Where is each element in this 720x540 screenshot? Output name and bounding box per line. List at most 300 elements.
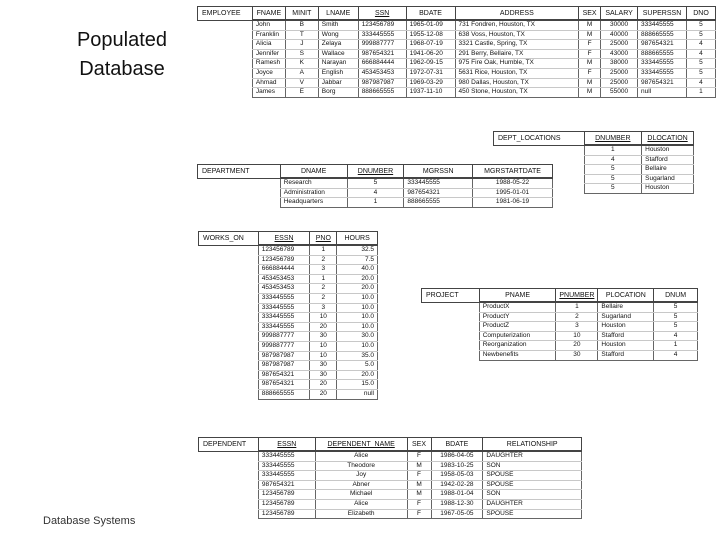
slide-title-line1: Populated xyxy=(76,29,168,51)
row-spacer xyxy=(199,451,259,461)
row-spacer xyxy=(199,361,259,371)
cell-pno: 3 xyxy=(310,303,337,313)
employee-relation-name: EMPLOYEE xyxy=(198,7,253,21)
cell-address: 638 Voss, Houston, TX xyxy=(455,30,579,40)
cell-bdate: 1969-03-29 xyxy=(406,78,455,88)
dependent-table xyxy=(198,437,582,519)
cell-mgrstartdate: 1988-05-22 xyxy=(473,178,553,188)
cell-relationship: DAUGHTER xyxy=(483,499,582,509)
cell-superssn: 987654321 xyxy=(638,78,687,88)
cell-essn: 987654321 xyxy=(258,370,310,380)
cell-pno: 20 xyxy=(310,389,337,399)
cell-hours: 10.0 xyxy=(337,293,378,303)
row-spacer xyxy=(198,20,253,30)
cell-dno: 1 xyxy=(686,88,715,98)
row-spacer xyxy=(198,68,253,78)
cell-pno: 30 xyxy=(310,332,337,342)
table-row xyxy=(199,245,378,255)
table-row xyxy=(198,59,716,69)
cell-minit: T xyxy=(285,30,318,40)
cell-salary: 25000 xyxy=(601,40,638,50)
column-header-plocation: PLOCATION xyxy=(598,289,654,303)
cell-sex: F xyxy=(407,451,431,461)
column-header-address: ADDRESS xyxy=(455,7,579,21)
cell-pno: 10 xyxy=(310,351,337,361)
cell-dnumber: 4 xyxy=(347,188,404,198)
cell-dno: 5 xyxy=(686,20,715,30)
cell-sex: M xyxy=(407,490,431,500)
cell-pnumber: 30 xyxy=(556,350,598,360)
table-row xyxy=(199,293,378,303)
column-header-mgrssn: MGRSSN xyxy=(404,165,473,179)
cell-bdate: 1972-07-31 xyxy=(406,68,455,78)
cell-lname: English xyxy=(318,68,358,78)
cell-plocation: Stafford xyxy=(598,350,654,360)
column-header-relationship: RELATIONSHIP xyxy=(483,438,582,452)
cell-essn: 123456789 xyxy=(258,509,315,519)
cell-fname: Jennifer xyxy=(252,49,285,59)
cell-pno: 1 xyxy=(310,274,337,284)
cell-dnumber: 1 xyxy=(584,145,642,155)
cell-mgrssn: 888665555 xyxy=(404,198,473,208)
cell-relationship: SPOUSE xyxy=(483,480,582,490)
cell-sex: M xyxy=(579,20,601,30)
row-spacer xyxy=(198,198,281,208)
cell-bdate: 1937-11-10 xyxy=(406,88,455,98)
cell-salary: 55000 xyxy=(601,88,638,98)
column-header-dnum: DNUM xyxy=(654,289,698,303)
column-header-essn: ESSN xyxy=(258,438,315,452)
row-spacer xyxy=(198,88,253,98)
cell-address: 291 Berry, Bellaire, TX xyxy=(455,49,579,59)
cell-relationship: SON xyxy=(483,490,582,500)
row-spacer xyxy=(198,188,281,198)
cell-salary: 25000 xyxy=(601,78,638,88)
cell-essn: 453453453 xyxy=(258,284,310,294)
dept-locations-relation-name: DEPT_LOCATIONS xyxy=(494,132,585,146)
cell-superssn: 333445555 xyxy=(638,20,687,30)
cell-dno: 5 xyxy=(686,30,715,40)
cell-pno: 10 xyxy=(310,313,337,323)
cell-fname: Ramesh xyxy=(252,59,285,69)
cell-ssn: 453453453 xyxy=(358,68,406,78)
cell-address: 980 Dallas, Houston, TX xyxy=(455,78,579,88)
cell-lname: Smith xyxy=(318,20,358,30)
cell-pno: 3 xyxy=(310,265,337,275)
cell-ssn: 123456789 xyxy=(358,20,406,30)
row-spacer xyxy=(198,78,253,88)
cell-pnumber: 20 xyxy=(556,341,598,351)
row-spacer xyxy=(198,49,253,59)
column-header-salary: SALARY xyxy=(601,7,638,21)
cell-minit: A xyxy=(285,68,318,78)
cell-hours: 15.0 xyxy=(337,380,378,390)
row-spacer xyxy=(199,265,259,275)
cell-hours: 10.0 xyxy=(337,341,378,351)
cell-essn: 333445555 xyxy=(258,471,315,481)
cell-hours: 20.0 xyxy=(337,370,378,380)
cell-minit: S xyxy=(285,49,318,59)
cell-fname: Ahmad xyxy=(252,78,285,88)
cell-ssn: 999887777 xyxy=(358,40,406,50)
cell-superssn: 888665555 xyxy=(638,30,687,40)
cell-dno: 5 xyxy=(686,68,715,78)
cell-dnum: 5 xyxy=(654,302,698,312)
cell-essn: 888665555 xyxy=(258,389,310,399)
dependent-relation-name: DEPENDENT xyxy=(199,438,259,452)
cell-hours: 7.5 xyxy=(337,255,378,265)
cell-ssn: 987987987 xyxy=(358,78,406,88)
project-table xyxy=(421,288,698,361)
table-row xyxy=(198,88,716,98)
cell-superssn: 987654321 xyxy=(638,40,687,50)
cell-pnumber: 3 xyxy=(556,322,598,332)
cell-hours: 35.0 xyxy=(337,351,378,361)
slide-title xyxy=(62,26,182,84)
column-header-dnumber: DNUMBER xyxy=(584,132,642,146)
row-spacer xyxy=(198,30,253,40)
cell-sex: F xyxy=(579,68,601,78)
cell-pname: Reorganization xyxy=(479,341,556,351)
cell-dnumber: 4 xyxy=(584,155,642,165)
employee-table xyxy=(197,6,716,98)
table-row xyxy=(199,370,378,380)
cell-essn: 333445555 xyxy=(258,451,315,461)
cell-dnum: 1 xyxy=(654,341,698,351)
cell-essn: 333445555 xyxy=(258,322,310,332)
row-spacer xyxy=(199,341,259,351)
cell-pno: 2 xyxy=(310,293,337,303)
cell-pname: ProductX xyxy=(479,302,556,312)
table-row xyxy=(422,322,698,332)
cell-bdate: 1967-05-05 xyxy=(431,509,483,519)
column-header-dependent-name: DEPENDENT_NAME xyxy=(315,438,407,452)
cell-lname: Jabbar xyxy=(318,78,358,88)
table-row xyxy=(494,145,694,155)
cell-bdate: 1988-01-04 xyxy=(431,490,483,500)
cell-dnum: 5 xyxy=(654,312,698,322)
cell-dlocation: Houston xyxy=(642,145,694,155)
cell-dnum: 5 xyxy=(654,322,698,332)
table-row xyxy=(199,341,378,351)
cell-relationship: SPOUSE xyxy=(483,509,582,519)
row-spacer xyxy=(422,331,480,341)
cell-dno: 5 xyxy=(686,59,715,69)
cell-bdate: 1965-01-09 xyxy=(406,20,455,30)
cell-superssn: 888665555 xyxy=(638,49,687,59)
footer-text: Database Systems xyxy=(43,515,136,527)
cell-essn: 123456789 xyxy=(258,255,310,265)
cell-dno: 4 xyxy=(686,49,715,59)
column-header-pnumber: PNUMBER xyxy=(556,289,598,303)
table-row xyxy=(199,255,378,265)
works-on-table xyxy=(198,231,378,400)
table-row xyxy=(198,20,716,30)
cell-mgrssn: 987654321 xyxy=(404,188,473,198)
cell-essn: 999887777 xyxy=(258,332,310,342)
cell-dependent-name: Joy xyxy=(315,471,407,481)
cell-hours: 10.0 xyxy=(337,322,378,332)
column-header-sex: SEX xyxy=(407,438,431,452)
cell-dependent-name: Abner xyxy=(315,480,407,490)
cell-superssn: 333445555 xyxy=(638,59,687,69)
table-row xyxy=(198,198,553,208)
cell-dnumber: 1 xyxy=(347,198,404,208)
cell-minit: E xyxy=(285,88,318,98)
table-row xyxy=(199,303,378,313)
column-header-dnumber: DNUMBER xyxy=(347,165,404,179)
row-spacer xyxy=(198,178,281,188)
cell-essn: 987654321 xyxy=(258,380,310,390)
cell-fname: Franklin xyxy=(252,30,285,40)
row-spacer xyxy=(198,40,253,50)
cell-minit: J xyxy=(285,40,318,50)
table-row xyxy=(422,312,698,322)
cell-address: 5631 Rice, Houston, TX xyxy=(455,68,579,78)
column-header-pno: PNO xyxy=(310,232,337,246)
cell-relationship: SON xyxy=(483,461,582,471)
cell-pname: Computerization xyxy=(479,331,556,341)
cell-address: 975 Fire Oak, Humble, TX xyxy=(455,59,579,69)
cell-fname: Joyce xyxy=(252,68,285,78)
row-spacer xyxy=(422,322,480,332)
row-spacer xyxy=(199,509,259,519)
cell-essn: 987654321 xyxy=(258,480,315,490)
cell-dnumber: 5 xyxy=(584,184,642,194)
cell-dnum: 4 xyxy=(654,350,698,360)
cell-sex: M xyxy=(579,59,601,69)
row-spacer xyxy=(422,312,480,322)
cell-pnumber: 1 xyxy=(556,302,598,312)
row-spacer xyxy=(199,255,259,265)
table-row xyxy=(199,265,378,275)
cell-hours: 20.0 xyxy=(337,284,378,294)
cell-salary: 25000 xyxy=(601,68,638,78)
cell-ssn: 666884444 xyxy=(358,59,406,69)
row-spacer xyxy=(199,490,259,500)
cell-minit: V xyxy=(285,78,318,88)
cell-hours: 10.0 xyxy=(337,313,378,323)
row-spacer xyxy=(198,59,253,69)
column-header-lname: LNAME xyxy=(318,7,358,21)
cell-plocation: Stafford xyxy=(598,331,654,341)
table-row xyxy=(199,389,378,399)
column-header-mgrstartdate: MGRSTARTDATE xyxy=(473,165,553,179)
cell-plocation: Houston xyxy=(598,322,654,332)
cell-dependent-name: Michael xyxy=(315,490,407,500)
row-spacer xyxy=(422,350,480,360)
cell-sex: M xyxy=(407,480,431,490)
cell-dno: 4 xyxy=(686,78,715,88)
table-row xyxy=(198,49,716,59)
cell-pno: 2 xyxy=(310,284,337,294)
table-row xyxy=(422,331,698,341)
cell-bdate: 1983-10-25 xyxy=(431,461,483,471)
cell-sex: F xyxy=(407,471,431,481)
cell-bdate: 1988-12-30 xyxy=(431,499,483,509)
cell-hours: 5.0 xyxy=(337,361,378,371)
cell-address: 731 Fondren, Houston, TX xyxy=(455,20,579,30)
table-row xyxy=(199,313,378,323)
cell-dnumber: 5 xyxy=(584,165,642,175)
cell-sex: M xyxy=(579,88,601,98)
column-header-minit: MINIT xyxy=(285,7,318,21)
cell-pno: 10 xyxy=(310,341,337,351)
row-spacer xyxy=(199,351,259,361)
cell-hours: 20.0 xyxy=(337,274,378,284)
cell-sex: F xyxy=(579,40,601,50)
cell-fname: Alicia xyxy=(252,40,285,50)
cell-mgrssn: 333445555 xyxy=(404,178,473,188)
cell-essn: 999887777 xyxy=(258,341,310,351)
cell-fname: James xyxy=(252,88,285,98)
column-header-dno: DNO xyxy=(686,7,715,21)
cell-dependent-name: Alice xyxy=(315,451,407,461)
cell-essn: 123456789 xyxy=(258,245,310,255)
cell-salary: 30000 xyxy=(601,20,638,30)
cell-essn: 123456789 xyxy=(258,499,315,509)
row-spacer xyxy=(422,302,480,312)
column-header-fname: FNAME xyxy=(252,7,285,21)
cell-lname: Zelaya xyxy=(318,40,358,50)
cell-plocation: Houston xyxy=(598,341,654,351)
cell-minit: K xyxy=(285,59,318,69)
cell-sex: F xyxy=(407,499,431,509)
cell-minit: B xyxy=(285,20,318,30)
department-table xyxy=(197,164,553,208)
project-relation-name: PROJECT xyxy=(422,289,480,303)
cell-plocation: Bellaire xyxy=(598,302,654,312)
table-row xyxy=(422,341,698,351)
cell-plocation: Sugarland xyxy=(598,312,654,322)
cell-bdate: 1958-05-03 xyxy=(431,471,483,481)
cell-bdate: 1962-09-15 xyxy=(406,59,455,69)
cell-dname: Administration xyxy=(280,188,347,198)
cell-relationship: SPOUSE xyxy=(483,471,582,481)
cell-essn: 333445555 xyxy=(258,303,310,313)
row-spacer xyxy=(199,303,259,313)
cell-mgrstartdate: 1995-01-01 xyxy=(473,188,553,198)
row-spacer xyxy=(199,380,259,390)
row-spacer xyxy=(199,322,259,332)
cell-superssn: null xyxy=(638,88,687,98)
cell-salary: 43000 xyxy=(601,49,638,59)
column-header-sex: SEX xyxy=(579,7,601,21)
cell-lname: Wong xyxy=(318,30,358,40)
table-row xyxy=(198,178,553,188)
table-row xyxy=(198,188,553,198)
cell-essn: 333445555 xyxy=(258,293,310,303)
table-row xyxy=(199,361,378,371)
table-row xyxy=(199,322,378,332)
table-row xyxy=(198,68,716,78)
column-header-dlocation: DLOCATION xyxy=(642,132,694,146)
cell-address: 3321 Castle, Spring, TX xyxy=(455,40,579,50)
cell-bdate: 1941-06-20 xyxy=(406,49,455,59)
table-row xyxy=(199,471,582,481)
table-row xyxy=(199,490,582,500)
row-spacer xyxy=(199,245,259,255)
cell-dnumber: 5 xyxy=(347,178,404,188)
cell-essn: 666884444 xyxy=(258,265,310,275)
cell-salary: 40000 xyxy=(601,30,638,40)
cell-dlocation: Bellaire xyxy=(642,165,694,175)
cell-pname: ProductY xyxy=(479,312,556,322)
table-row xyxy=(198,40,716,50)
cell-pname: ProductZ xyxy=(479,322,556,332)
table-row xyxy=(199,451,582,461)
cell-mgrstartdate: 1981-06-19 xyxy=(473,198,553,208)
table-row xyxy=(199,461,582,471)
column-header-pname: PNAME xyxy=(479,289,556,303)
cell-sex: M xyxy=(579,78,601,88)
cell-pname: Newbenefits xyxy=(479,350,556,360)
cell-ssn: 987654321 xyxy=(358,49,406,59)
cell-lname: Wallace xyxy=(318,49,358,59)
cell-superssn: 333445555 xyxy=(638,68,687,78)
column-header-bdate: BDATE xyxy=(431,438,483,452)
cell-bdate: 1986-04-05 xyxy=(431,451,483,461)
cell-pno: 20 xyxy=(310,380,337,390)
cell-dlocation: Stafford xyxy=(642,155,694,165)
row-spacer xyxy=(199,293,259,303)
cell-essn: 333445555 xyxy=(258,313,310,323)
table-row xyxy=(199,380,378,390)
cell-dlocation: Sugarland xyxy=(642,174,694,184)
works-on-relation-name: WORKS_ON xyxy=(199,232,259,246)
column-header-essn: ESSN xyxy=(258,232,310,246)
cell-dnum: 4 xyxy=(654,331,698,341)
row-spacer xyxy=(422,341,480,351)
cell-hours: null xyxy=(337,389,378,399)
table-row xyxy=(199,274,378,284)
table-row xyxy=(198,30,716,40)
cell-dependent-name: Theodore xyxy=(315,461,407,471)
cell-dlocation: Houston xyxy=(642,184,694,194)
cell-essn: 987987987 xyxy=(258,361,310,371)
row-spacer xyxy=(199,370,259,380)
column-header-bdate: BDATE xyxy=(406,7,455,21)
row-spacer xyxy=(199,332,259,342)
cell-ssn: 888665555 xyxy=(358,88,406,98)
cell-sex: F xyxy=(579,49,601,59)
cell-essn: 123456789 xyxy=(258,490,315,500)
cell-address: 450 Stone, Houston, TX xyxy=(455,88,579,98)
table-row xyxy=(198,78,716,88)
cell-dependent-name: Elizabeth xyxy=(315,509,407,519)
table-row xyxy=(422,302,698,312)
cell-dname: Research xyxy=(280,178,347,188)
department-relation-name: DEPARTMENT xyxy=(198,165,281,179)
column-header-superssn: SUPERSSN xyxy=(638,7,687,21)
cell-hours: 40.0 xyxy=(337,265,378,275)
cell-bdate: 1955-12-08 xyxy=(406,30,455,40)
cell-pno: 1 xyxy=(310,245,337,255)
row-spacer xyxy=(199,499,259,509)
row-spacer xyxy=(199,389,259,399)
cell-relationship: DAUGHTER xyxy=(483,451,582,461)
cell-pno: 30 xyxy=(310,370,337,380)
cell-salary: 38000 xyxy=(601,59,638,69)
cell-essn: 453453453 xyxy=(258,274,310,284)
cell-sex: M xyxy=(579,30,601,40)
row-spacer xyxy=(199,284,259,294)
column-header-dname: DNAME xyxy=(280,165,347,179)
row-spacer xyxy=(199,471,259,481)
cell-lname: Narayan xyxy=(318,59,358,69)
table-row xyxy=(199,332,378,342)
cell-dnumber: 5 xyxy=(584,174,642,184)
